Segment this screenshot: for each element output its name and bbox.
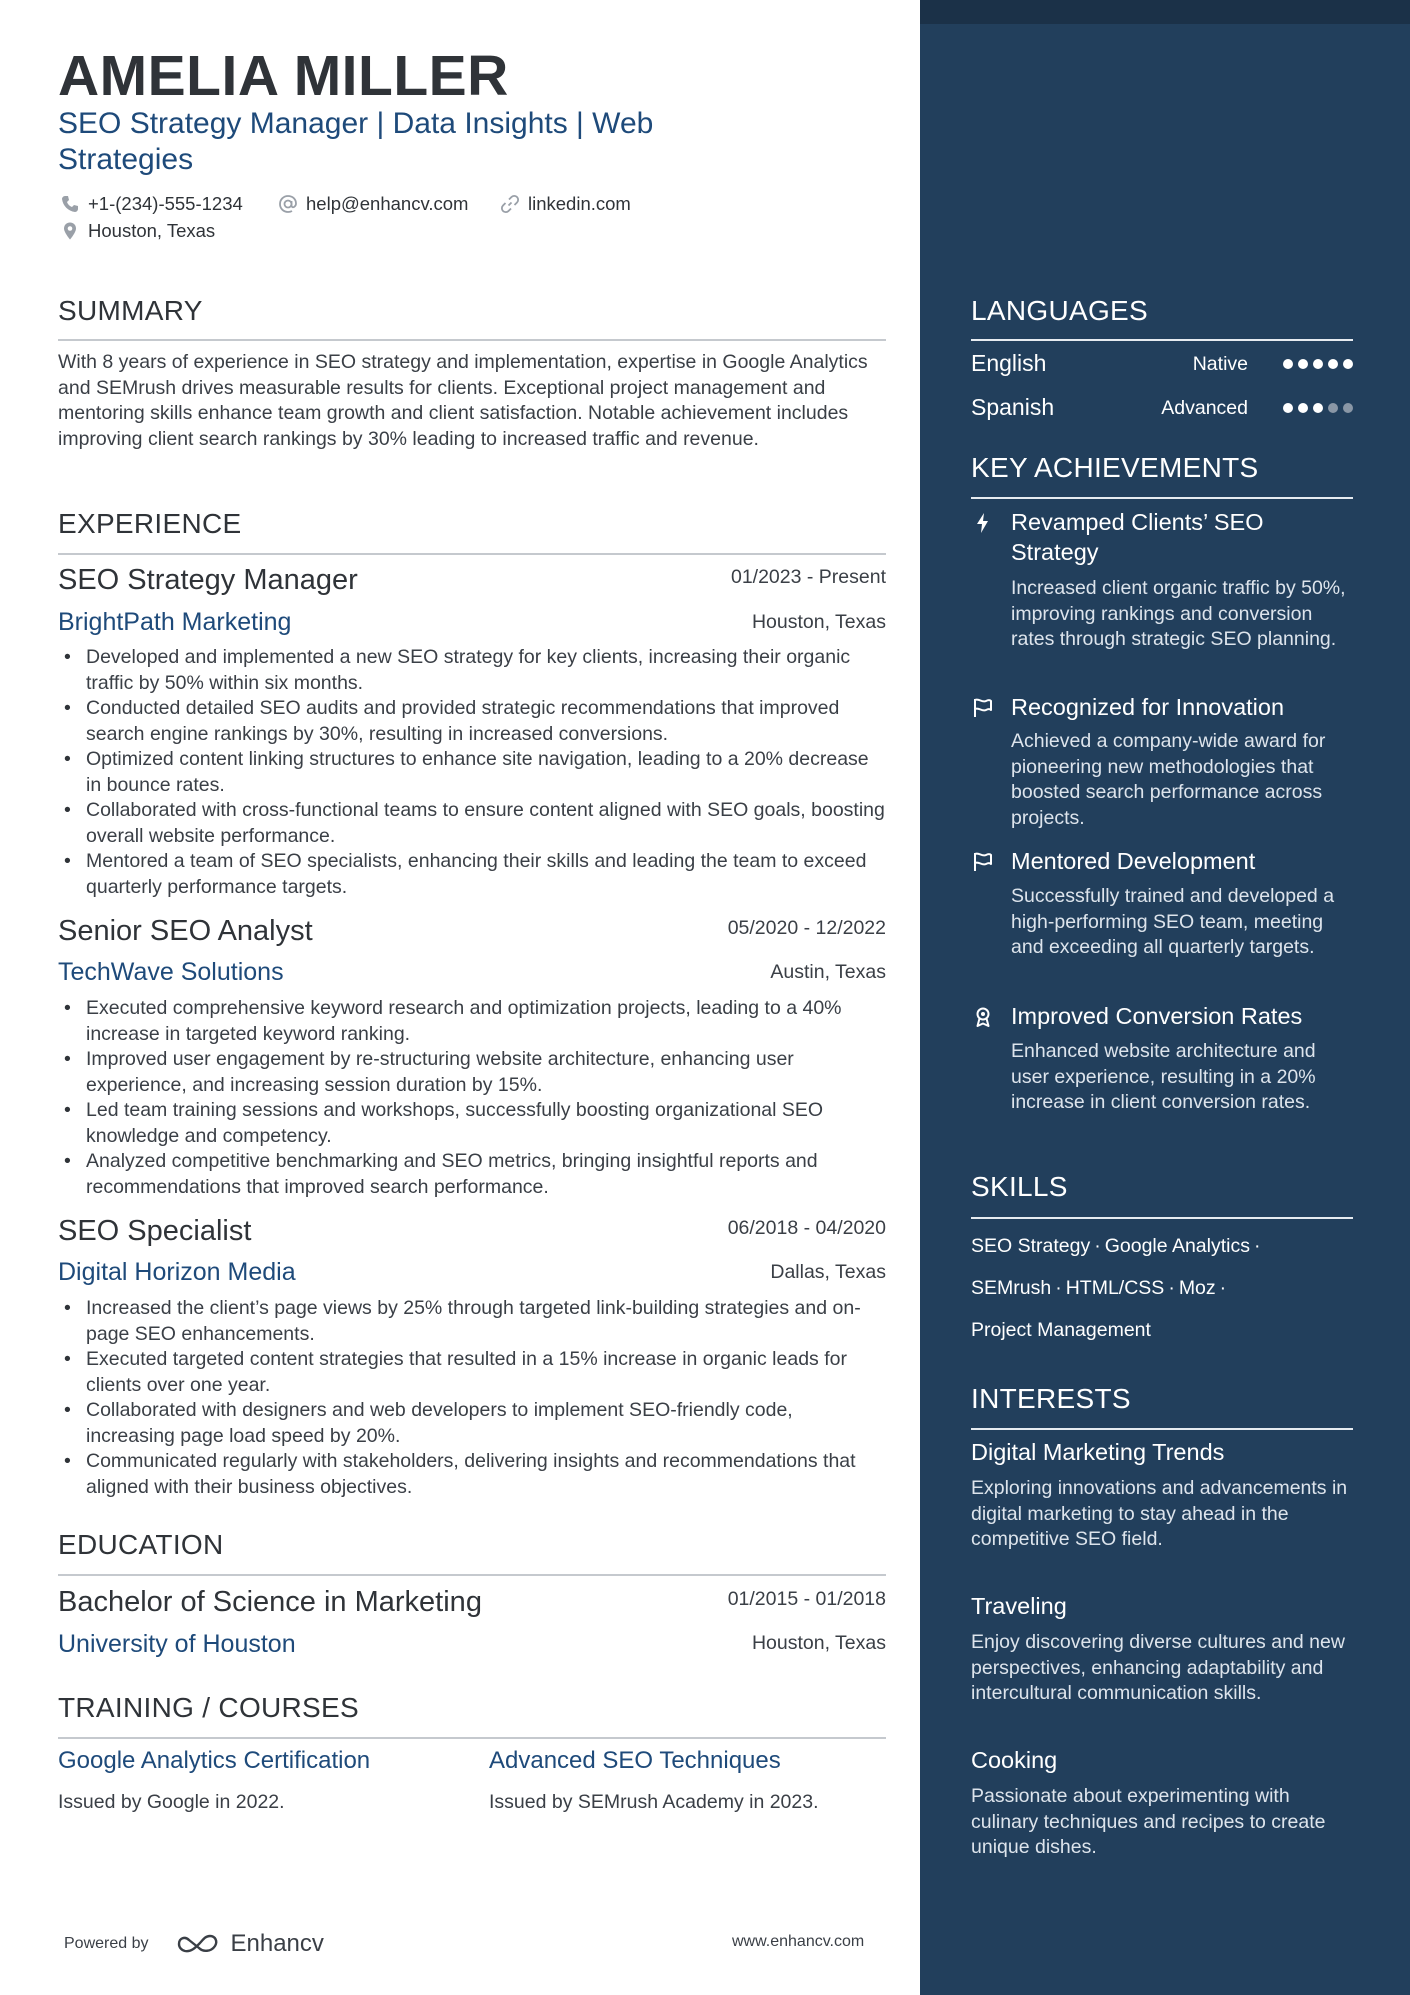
candidate-name: AMELIA MILLER [58,44,509,108]
experience-divider [58,553,886,555]
bullet-item: • Improved user engagement by re-structuring website architecture, enhancing user experience, and increasing session duration by 15%. [58,1047,886,1098]
linkedin-text: linkedin.com [528,193,631,214]
skill-item: Project Management [971,1319,1151,1341]
interest-description: Passionate about experimenting with culinary techniques and recipes to create unique dishes. [971,1785,1326,1858]
education-divider [58,1574,886,1576]
job-bullets [58,645,886,900]
skill-item: SEMrush [971,1277,1052,1299]
bullet-item: • Collaborated with cross-functional teams to ensure content aligned with SEO goals, boosting overall website performance. [58,798,886,849]
at-sign-icon [278,194,298,214]
achievement-description: Increased client organic traffic by 50%, improving rankings and conversion rates through strategic SEO planning. [1011,577,1346,650]
degree-title: Bachelor of Science in Marketing [58,1586,482,1618]
achievement-title: Revamped Clients’ SEO Strategy [1011,509,1264,565]
bullet-item: • Analyzed competitive benchmarking and SEO metrics, bringing insightful reports and recommendations that improved search performance. [58,1149,886,1200]
interests-divider [971,1428,1353,1430]
powered-by-label: Powered by [64,1935,149,1952]
lightning-bolt-icon [971,511,995,535]
course-description: Issued by Google in 2022. [58,1791,285,1813]
language-row [971,394,1353,424]
interest-title: Digital Marketing Trends [971,1439,1225,1465]
flag-icon [971,696,995,720]
interest-description: Exploring innovations and advancements in digital marketing to stay ahead in the competitive SEO field. [971,1477,1348,1550]
skill-separator: · [1168,1277,1175,1299]
skill-separator: · [1094,1235,1101,1257]
skill-item: HTML/CSS [1065,1277,1165,1299]
rating-dot [1313,403,1323,413]
interest-title: Traveling [971,1593,1067,1619]
achievements-heading: KEY ACHIEVEMENTS [971,452,1259,483]
achievement-description: Achieved a company-wide award for pioneering new methodologies that boosted search performance across projects. [1011,730,1326,829]
skill-item: Moz [1178,1277,1216,1299]
job-location: Dallas, Texas [770,1261,886,1283]
location-text: Houston, Texas [88,220,216,241]
bullet-item: • Led team training sessions and workshops, successfully boosting organizational SEO knowledge and competency. [58,1098,886,1149]
job-title: Senior SEO Analyst [58,915,313,947]
education-heading: EDUCATION [58,1529,224,1560]
interest-description: Enjoy discovering diverse cultures and new perspectives, enhancing adaptability and intercultural communication skills. [971,1631,1345,1704]
achievement-title: Mentored Development [1011,848,1256,874]
company-name: BrightPath Marketing [58,608,292,636]
languages-divider [971,339,1353,341]
language-level: Native [1192,353,1248,375]
language-level: Advanced [1161,397,1248,419]
language-name: Spanish [971,394,1055,420]
rating-dot [1298,359,1308,369]
bullet-item: • Increased the client’s page views by 25% through targeted link-building strategies and on-page SEO enhancements. [58,1296,886,1347]
interests-heading: INTERESTS [971,1383,1131,1414]
job-dates: 06/2018 - 04/2020 [727,1217,886,1239]
phone-icon [60,194,80,214]
language-rating [1278,403,1353,413]
job-dates: 05/2020 - 12/2022 [727,917,886,939]
skills-list [971,1225,1353,1351]
bullet-item: • Communicated regularly with stakeholders, delivering insights and recommendations that aligned with their business objectives. [58,1449,886,1500]
job-location: Houston, Texas [751,611,886,633]
school-name: University of Houston [58,1630,296,1658]
sidebar-top-band [920,0,1410,24]
bullet-item: • Optimized content linking structures to enhance site navigation, leading to a 20% decrease in bounce rates. [58,747,886,798]
company-name: TechWave Solutions [58,958,284,986]
rating-dot [1298,403,1308,413]
bullet-item: • Collaborated with designers and web developers to implement SEO-friendly code, increasing page load speed by 20%. [58,1398,886,1449]
email-text: help@enhancv.com [306,193,469,214]
brand-logo[interactable] [175,1930,324,1958]
skills-divider [971,1217,1353,1219]
rating-dot [1343,403,1353,413]
skill-separator: · [1055,1277,1062,1299]
rating-dot [1328,359,1338,369]
achievements-divider [971,497,1353,499]
rating-dot [1343,359,1353,369]
language-rating [1278,359,1353,369]
achievement-description: Successfully trained and developed a high-performing SEO team, meeting and exceeding all quarterly targets. [1011,885,1335,958]
job-title: SEO Specialist [58,1215,252,1247]
interest-title: Cooking [971,1747,1058,1773]
link-icon [500,194,520,214]
bullet-item: • Developed and implemented a new SEO strategy for key clients, increasing their organic traffic by 50% within six months. [58,645,886,696]
bullet-item: • Executed targeted content strategies that resulted in a 15% increase in organic leads for clients over one year. [58,1347,886,1398]
job-bullets [58,1296,886,1500]
experience-heading: EXPERIENCE [58,508,242,539]
bullet-item: • Conducted detailed SEO audits and provided strategic recommendations that improved search engine rankings by 30%, resulting in increased conversions. [58,696,886,747]
job-bullets [58,996,886,1200]
company-name: Digital Horizon Media [58,1258,296,1286]
job-location: Austin, Texas [770,961,886,983]
skill-separator: · [1253,1235,1261,1257]
education-dates: 01/2015 - 01/2018 [727,1588,886,1610]
award-ribbon-icon [971,1005,995,1029]
skill-item: SEO Strategy [971,1235,1091,1257]
phone-contact[interactable] [60,193,243,215]
rating-dot [1283,359,1293,369]
job-dates: 01/2023 - Present [730,566,886,588]
rating-dot [1313,359,1323,369]
skill-item: Google Analytics [1104,1235,1250,1257]
language-row [971,350,1353,380]
achievement-description: Enhanced website architecture and user experience, resulting in a 20% increase in client conversion rates. [1011,1040,1316,1113]
footer-branding [64,1930,324,1958]
training-heading: TRAINING / COURSES [58,1692,359,1723]
achievement-title: Improved Conversion Rates [1011,1003,1303,1029]
email-contact[interactable] [278,193,468,215]
bullet-item: • Mentored a team of SEO specialists, enhancing their skills and leading the team to exceed quarterly performance targets. [58,849,886,900]
skills-heading: SKILLS [971,1171,1068,1202]
location-contact [60,220,215,242]
school-location: Houston, Texas [751,1632,886,1654]
phone-text: +1-(234)-555-1234 [88,193,243,214]
sidebar [920,0,1410,1995]
job-title: SEO Strategy Manager [58,564,358,596]
languages-heading: LANGUAGES [971,295,1148,326]
linkedin-contact[interactable] [500,193,631,215]
infinity-logo-icon [175,1932,223,1956]
summary-heading: SUMMARY [58,295,203,326]
flag-icon [971,850,995,874]
course-description: Issued by SEMrush Academy in 2023. [489,1791,819,1813]
training-divider [58,1737,886,1739]
summary-text: With 8 years of experience in SEO strategy and implementation, expertise in Google Analytics and SEMrush drives measurable results for clients. Exceptional project management and mentoring skills enhance team growth and client satisfaction. Notable achievement includes improving client search rankings by 30% leading to increased traffic and revenue. [58,351,868,450]
achievement-title: Recognized for Innovation [1011,694,1285,720]
course-title: Google Analytics Certification [58,1747,371,1774]
rating-dot [1283,403,1293,413]
course-title: Advanced SEO Techniques [489,1747,781,1774]
bullet-item: • Executed comprehensive keyword research and optimization projects, leading to a 40% increase in targeted keyword ranking. [58,996,886,1047]
footer-website[interactable]: www.enhancv.com [732,1933,865,1950]
map-pin-icon [60,221,80,241]
brand-name: Enhancv [230,1930,324,1957]
candidate-title: SEO Strategy Manager | Data Insights | Web Strategies [58,107,654,176]
language-name: English [971,350,1047,376]
skill-separator: · [1219,1277,1227,1299]
rating-dot [1328,403,1338,413]
summary-divider [58,339,886,341]
